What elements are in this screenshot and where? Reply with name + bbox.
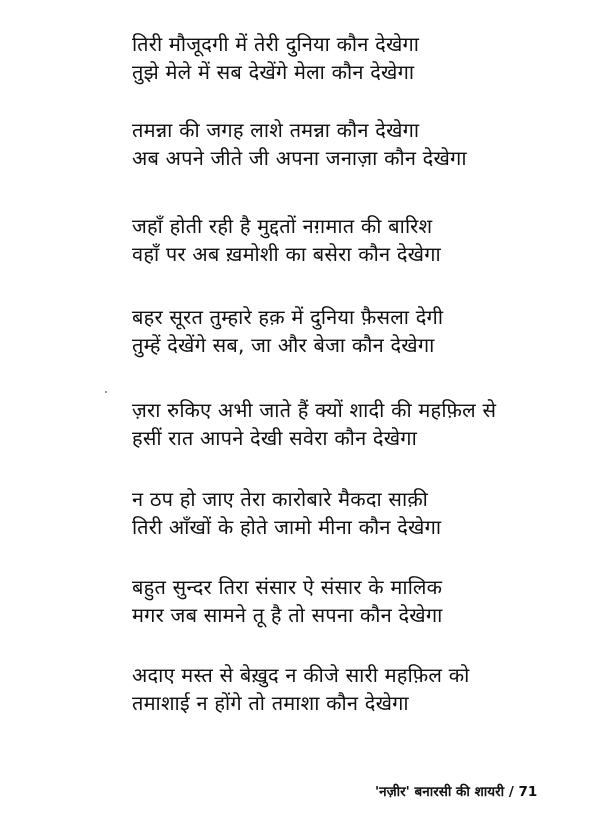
verse-line: मगर जब सामने तू है तो सपना कौन देखेगा [132,603,443,627]
verse-line: तुझे मेले में सब देखेंगे मेला कौन देखेगा [132,60,415,84]
stanza-6 [132,485,572,541]
verse-line: तुम्हें देखेंगे सब, जा और बेजा कौन देखेगा [132,333,435,357]
stanza-3 [132,212,572,268]
verse-line: तिरी मौजूदगी में तेरी दुनिया कौन देखेगा [132,32,420,56]
verse-line: अदाए मस्त से बेख़ुद न कीजे सारी महफ़िल को [132,663,470,687]
stanza-5 [132,396,572,452]
verse-line: तमाशाई न होंगे तो तमाशा कौन देखेगा [132,691,409,715]
verse-line: बहर सूरत तुम्हारे हक़ में दुनिया फ़ैसला देगी [132,305,444,329]
verse-line: ज़रा रुकिए अभी जाते हैं क्यों शादी की महफ़िल से [132,398,497,422]
verse-line: बहुत सुन्दर तिरा संसार ऐ संसार के मालिक [132,575,443,599]
verse-line: तमन्ना की जगह लाशे तमन्ना कौन देखेगा [132,118,420,142]
verse-line: वहाँ पर अब ख़मोशी का बसेरा कौन देखेगा [132,242,441,266]
stanza-8 [132,661,572,717]
verse-line: अब अपने जीते जी अपना जनाज़ा कौन देखेगा [132,146,467,170]
stanza-1 [132,30,572,86]
page-footer-running-title: 'नज़ीर' बनारसी की शायरी / 71 [375,784,538,800]
stanza-2 [132,116,572,172]
verse-line: हसीं रात आपने देखी सवेरा कौन देखेगा [132,426,417,450]
verse-line: जहाँ होती रही है मुद्दतों नग़मात की बारिश [132,214,433,238]
stanza-4 [132,303,572,359]
scan-speck [105,391,107,393]
stanza-7 [132,573,572,629]
verse-line: न ठप हो जाए तेरा कारोबारे मैकदा साक़ी [132,487,429,511]
verse-line: तिरी आँखों के होते जामो मीना कौन देखेगा [132,515,442,539]
